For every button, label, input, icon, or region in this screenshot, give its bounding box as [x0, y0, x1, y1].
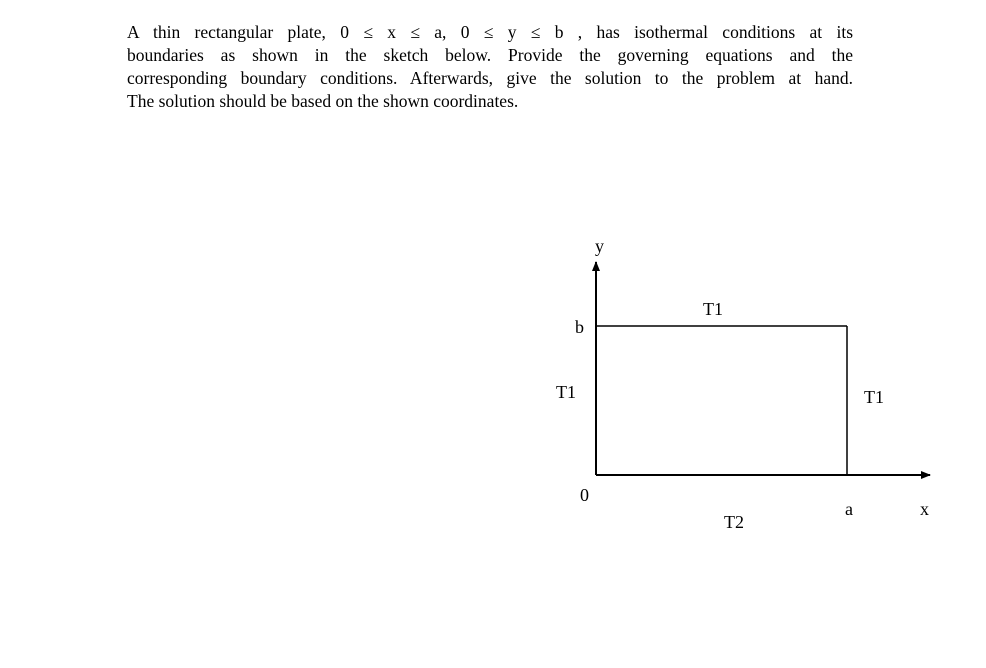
problem-line-1-end: has isothermal conditions at its [596, 22, 854, 42]
problem-line-2: boundaries as shown in the sketch below. Provide the governing equations and the [127, 45, 853, 65]
y-height-label: b [575, 317, 584, 337]
x-width-label: a [845, 499, 853, 519]
problem-line-1-start: A thin rectangular plate, [127, 22, 326, 42]
x-axis-label: x [920, 499, 929, 519]
left-edge-temperature-label: T1 [556, 382, 576, 402]
bottom-edge-temperature-label: T2 [724, 512, 744, 532]
right-edge-temperature-label: T1 [864, 387, 884, 407]
plate-domain-inequality: 0 ≤ x ≤ a, 0 ≤ y ≤ b , [340, 22, 583, 42]
origin-label: 0 [580, 485, 589, 505]
y-axis-label: y [595, 236, 604, 256]
problem-line-3: corresponding boundary conditions. Afterwards, give the solution to the problem at hand. [127, 68, 853, 88]
top-edge-temperature-label: T1 [703, 299, 723, 319]
problem-line-4: The solution should be based on the shown coordinates. [127, 91, 519, 111]
